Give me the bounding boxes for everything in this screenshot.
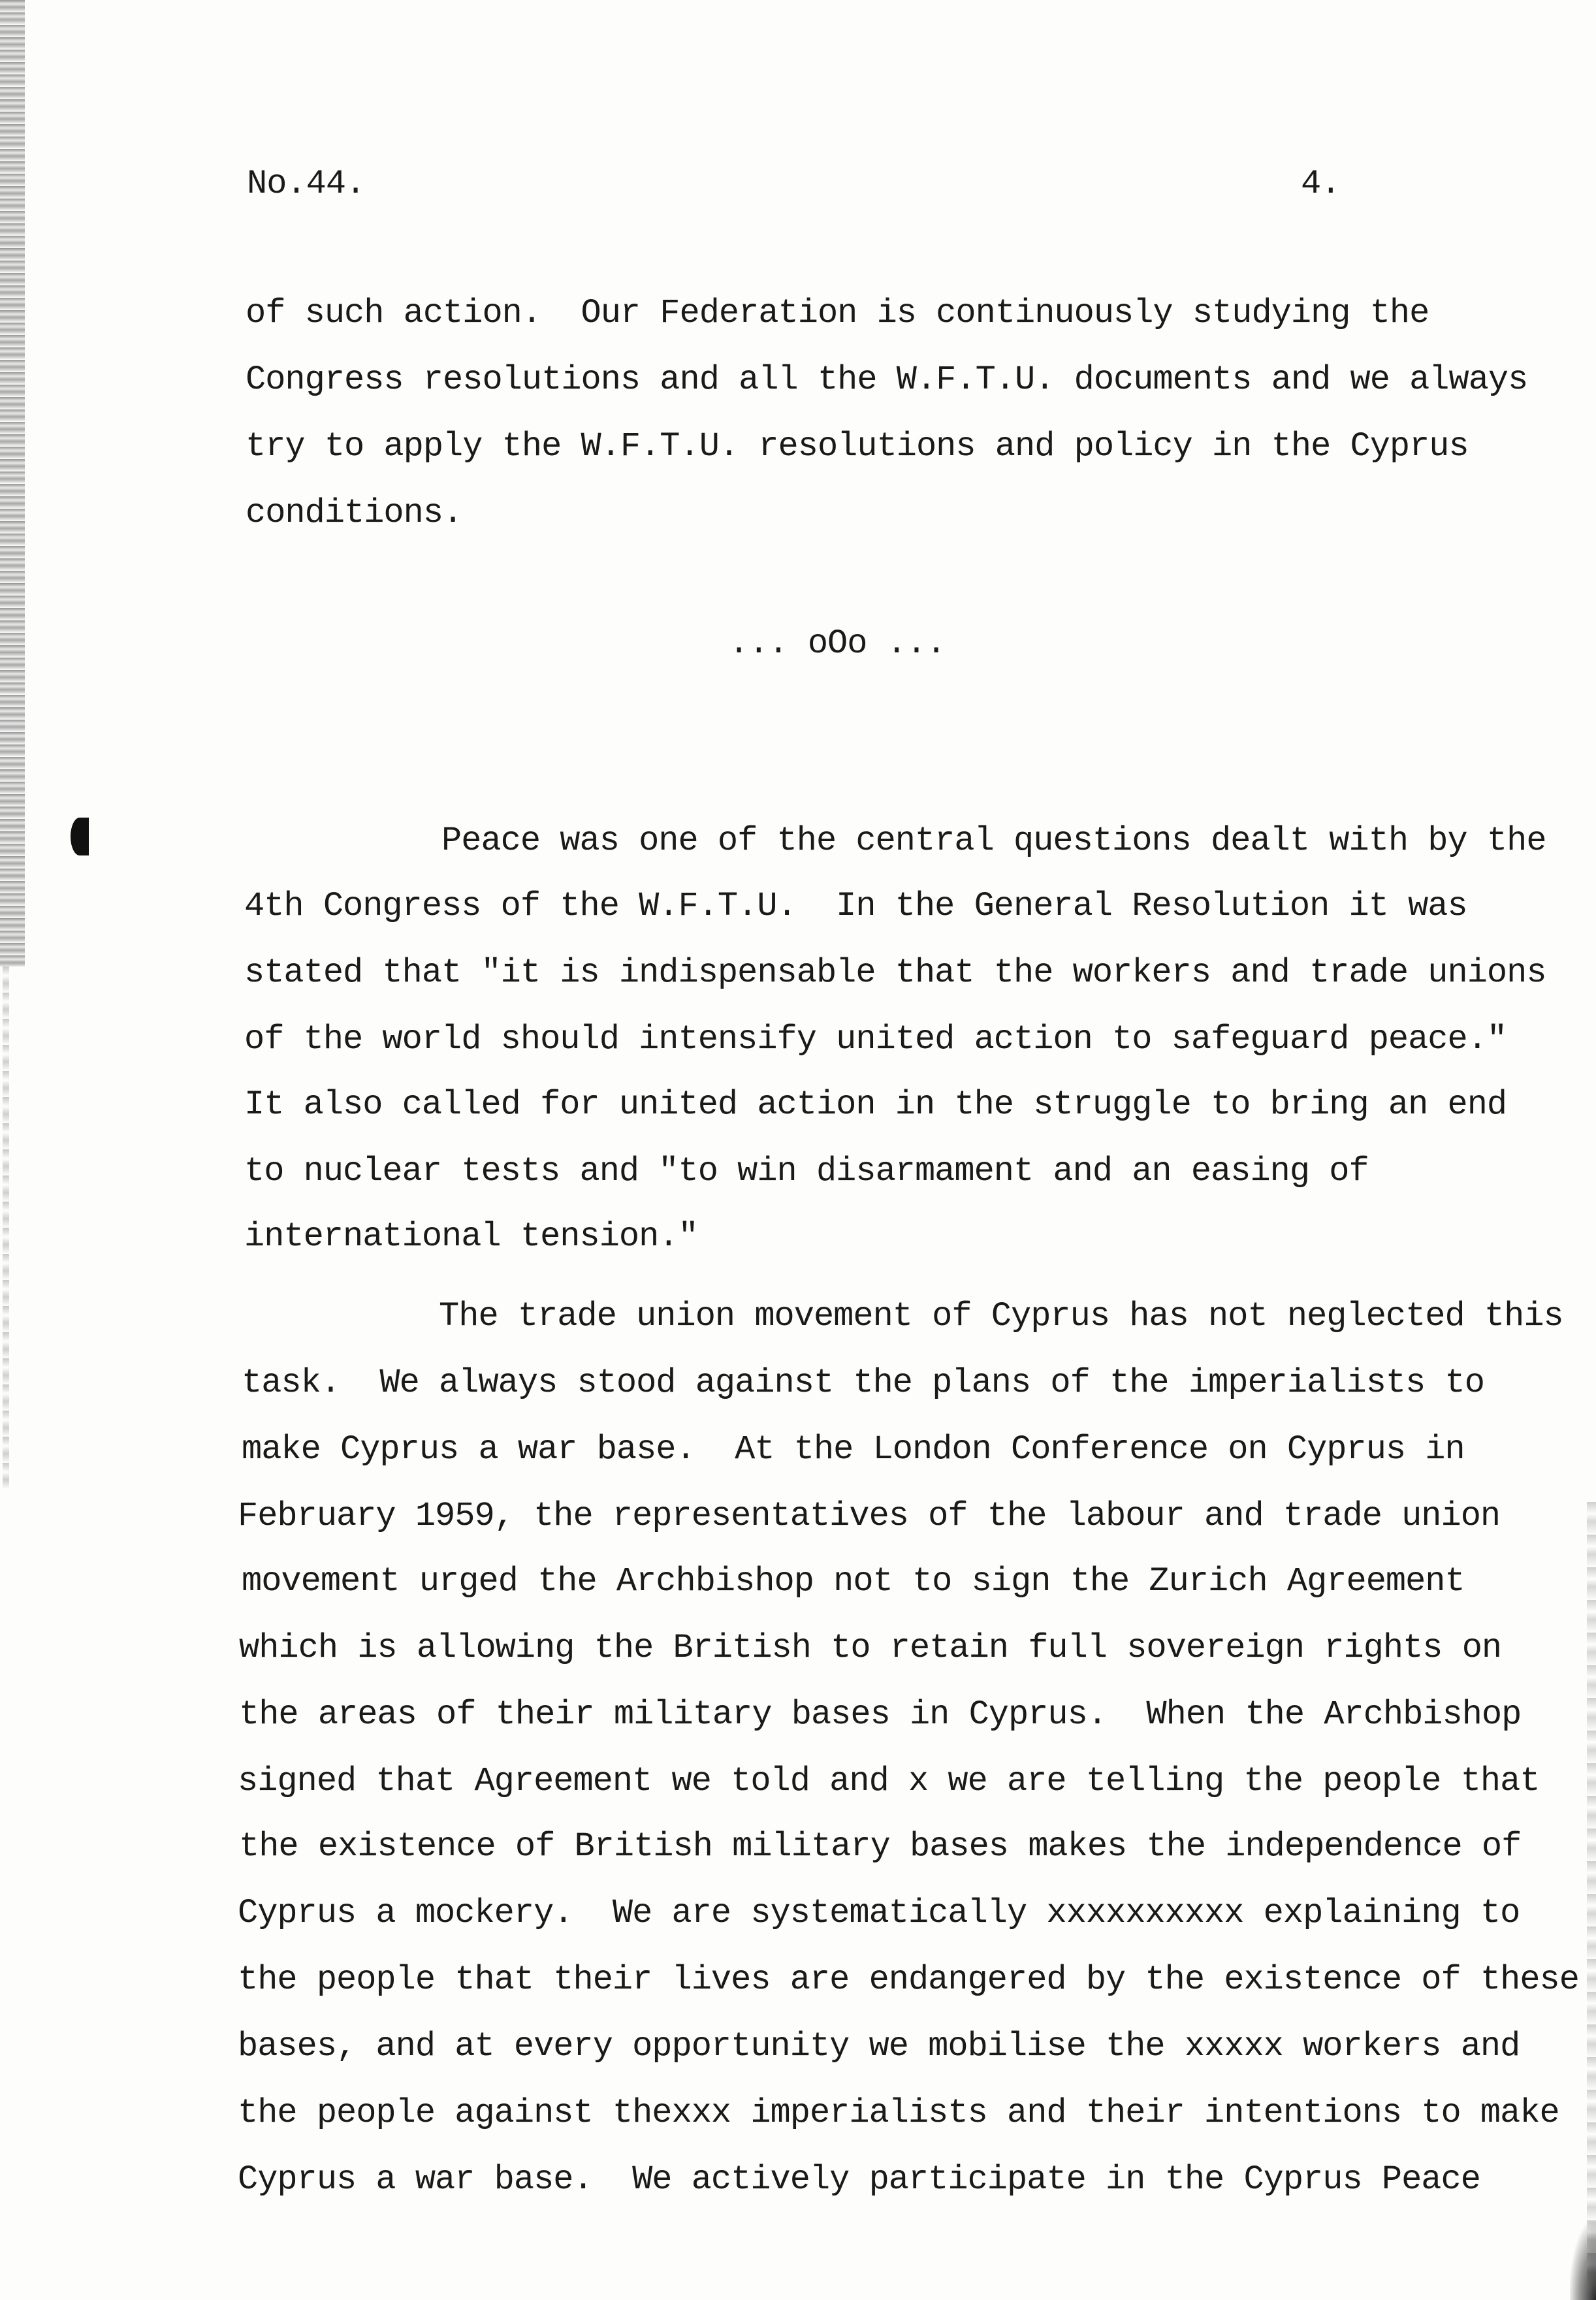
paragraph-3-line: bases, and at every opportunity we mobilise the xxxxx workers and: [238, 2027, 1520, 2066]
paragraph-2-line: stated that "it is indispensable that the workers and trade unions: [244, 953, 1546, 992]
page-number: 4.: [1301, 165, 1341, 203]
document-number: No.44.: [247, 165, 366, 203]
paragraph-1-line: try to apply the W.F.T.U. resolutions and policy in the Cyprus: [246, 427, 1469, 466]
scan-corner-mark: [1570, 2222, 1596, 2300]
paragraph-1-line: Congress resolutions and all the W.F.T.U. documents and we always: [246, 360, 1528, 399]
paragraph-3-line: The trade union movement of Cyprus has not neglected this: [242, 1297, 1563, 1335]
paragraph-3-line: the areas of their military bases in Cyprus. When the Archbishop: [239, 1695, 1522, 1734]
paragraph-3-line: which is allowing the British to retain full sovereign rights on: [239, 1629, 1502, 1667]
paragraph-3-line: the existence of British military bases makes the independence of: [239, 1827, 1522, 1866]
paragraph-3-line: February 1959, the representatives of the labour and trade union: [238, 1497, 1501, 1535]
paragraph-2-line: 4th Congress of the W.F.T.U. In the General Resolution it was: [244, 887, 1467, 925]
paragraph-2-line: to nuclear tests and "to win disarmament and an easing of: [244, 1152, 1369, 1190]
paragraph-3-line: signed that Agreement we told and x we are telling the people that: [238, 1762, 1540, 1800]
paragraph-3-line: the people that their lives are endangered by the existence of these: [238, 1960, 1579, 1999]
paragraph-3-line: movement urged the Archbishop not to sign the Zurich Agreement: [242, 1562, 1465, 1601]
paragraph-3-line: task. We always stood against the plans of the imperialists to: [242, 1364, 1484, 1402]
paragraph-3-line: the people against thexxx imperialists and their intentions to make: [238, 2094, 1559, 2132]
scan-edge-left: [0, 0, 25, 966]
section-separator: ... oOo ...: [729, 624, 946, 663]
punch-hole-mark: [71, 818, 89, 855]
scan-edge-left-lower: [3, 966, 9, 1489]
paragraph-3-line: make Cyprus a war base. At the London Conference on Cyprus in: [242, 1430, 1465, 1469]
paragraph-2-line: international tension.": [244, 1217, 698, 1256]
paragraph-1-line: conditions.: [246, 494, 463, 532]
paragraph-2-line: It also called for united action in the struggle to bring an end: [244, 1085, 1507, 1124]
paragraph-2-line: Peace was one of the central questions dealt with by the: [244, 822, 1546, 860]
paragraph-2-line: of the world should intensify united action to safeguard peace.": [244, 1020, 1507, 1059]
paragraph-1-line: of such action. Our Federation is continuously studying the: [246, 294, 1429, 332]
paragraph-3-line: Cyprus a mockery. We are systematically xxxxxxxxxx explaining to: [238, 1894, 1520, 1932]
paragraph-3-line: Cyprus a war base. We actively participate in the Cyprus Peace: [238, 2160, 1480, 2199]
scan-edge-right: [1587, 1502, 1596, 2286]
